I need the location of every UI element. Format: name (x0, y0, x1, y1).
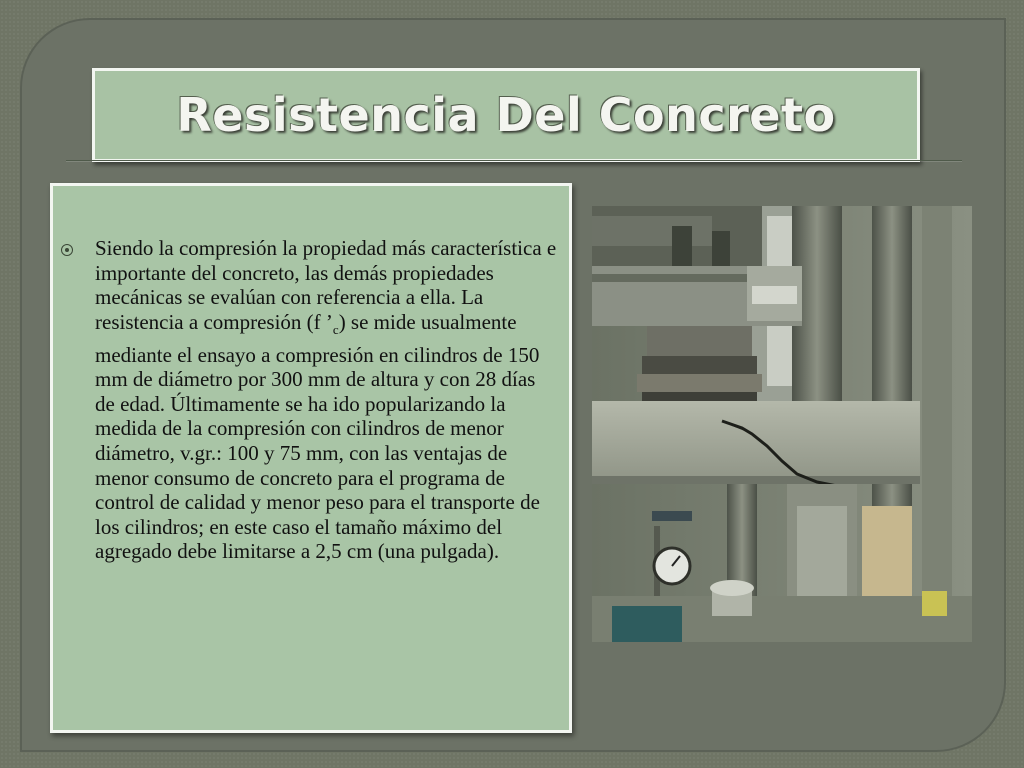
body-text-part-1: Siendo la compresión la propiedad más característica e importante del concreto, las demás propiedades mecánicas se evalúan con referencia a ella. La resistencia a compresión (f ’ (95, 236, 557, 334)
concrete-test-photo (592, 206, 972, 642)
title-divider (66, 160, 962, 161)
content-box (50, 183, 572, 733)
body-text-part-2: ) se mide usualmente mediante el ensayo a compresión en cilindros de 150 mm de diámetro por 300 mm de altura y con 28 días de edad. Últimamente se ha ido popularizando la medida de la compresión con cilindros de menor diámetro, v.gr.: 100 y 75 mm, con las ventajas de menor consumo de concreto para el programa de control de calidad y menor peso para el transporte de los cilindros; en este caso el tamaño máximo del agregado debe limitarse a 2,5 cm (una pulgada). (95, 309, 540, 564)
slide-title: Resistencia Del Concreto (176, 88, 836, 142)
body-text-subscript: c (332, 321, 339, 337)
body-paragraph (95, 236, 560, 564)
circle-bullet-icon (61, 244, 73, 256)
title-box (92, 68, 920, 162)
